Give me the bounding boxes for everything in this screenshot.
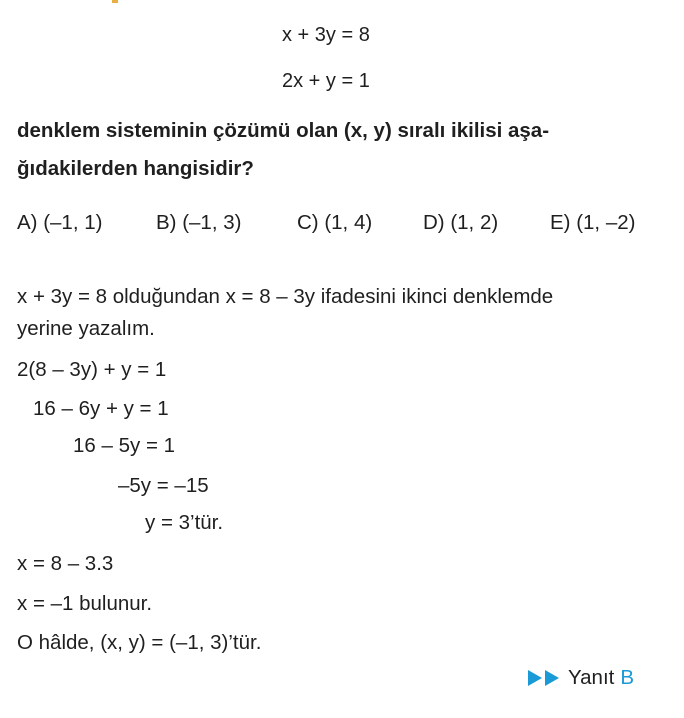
decorative-top-mark: [112, 0, 118, 3]
equation-1: x + 3y = 8: [282, 24, 370, 46]
question-line-2: ğıdakilerden hangisidir?: [17, 157, 254, 180]
answer-indicator: [528, 666, 634, 690]
double-play-arrow-icon: [528, 669, 562, 687]
answer-label: Yanıt: [568, 666, 615, 689]
option-b: B) (–1, 3): [156, 211, 242, 234]
equation-2: 2x + y = 1: [282, 70, 370, 92]
solution-step-4: –5y = –15: [118, 474, 209, 497]
option-a: A) (–1, 1): [17, 211, 103, 234]
solution-step-7: x = –1 bulunur.: [17, 592, 153, 615]
solution-step-2: 16 – 6y + y = 1: [33, 397, 169, 420]
solution-conclusion: O hâlde, (x, y) = (–1, 3)’tür.: [17, 631, 262, 654]
solution-step-3: 16 – 5y = 1: [73, 434, 176, 457]
option-d: D) (1, 2): [423, 211, 499, 234]
question-line-1: denklem sisteminin çözümü olan (x, y) sıralı ikilisi aşa-: [17, 119, 550, 142]
solution-step-1: 2(8 – 3y) + y = 1: [17, 358, 167, 381]
answer-letter: B: [620, 666, 635, 689]
solution-line-2: yerine yazalım.: [17, 317, 155, 340]
solution-step-6: x = 8 – 3.3: [17, 552, 114, 575]
option-c: C) (1, 4): [297, 211, 373, 234]
option-e: E) (1, –2): [550, 211, 636, 234]
solution-line-1: x + 3y = 8 olduğundan x = 8 – 3y ifadesini ikinci denklemde: [17, 285, 554, 308]
solution-step-5: y = 3’tür.: [145, 511, 224, 534]
question-text: [17, 112, 667, 188]
